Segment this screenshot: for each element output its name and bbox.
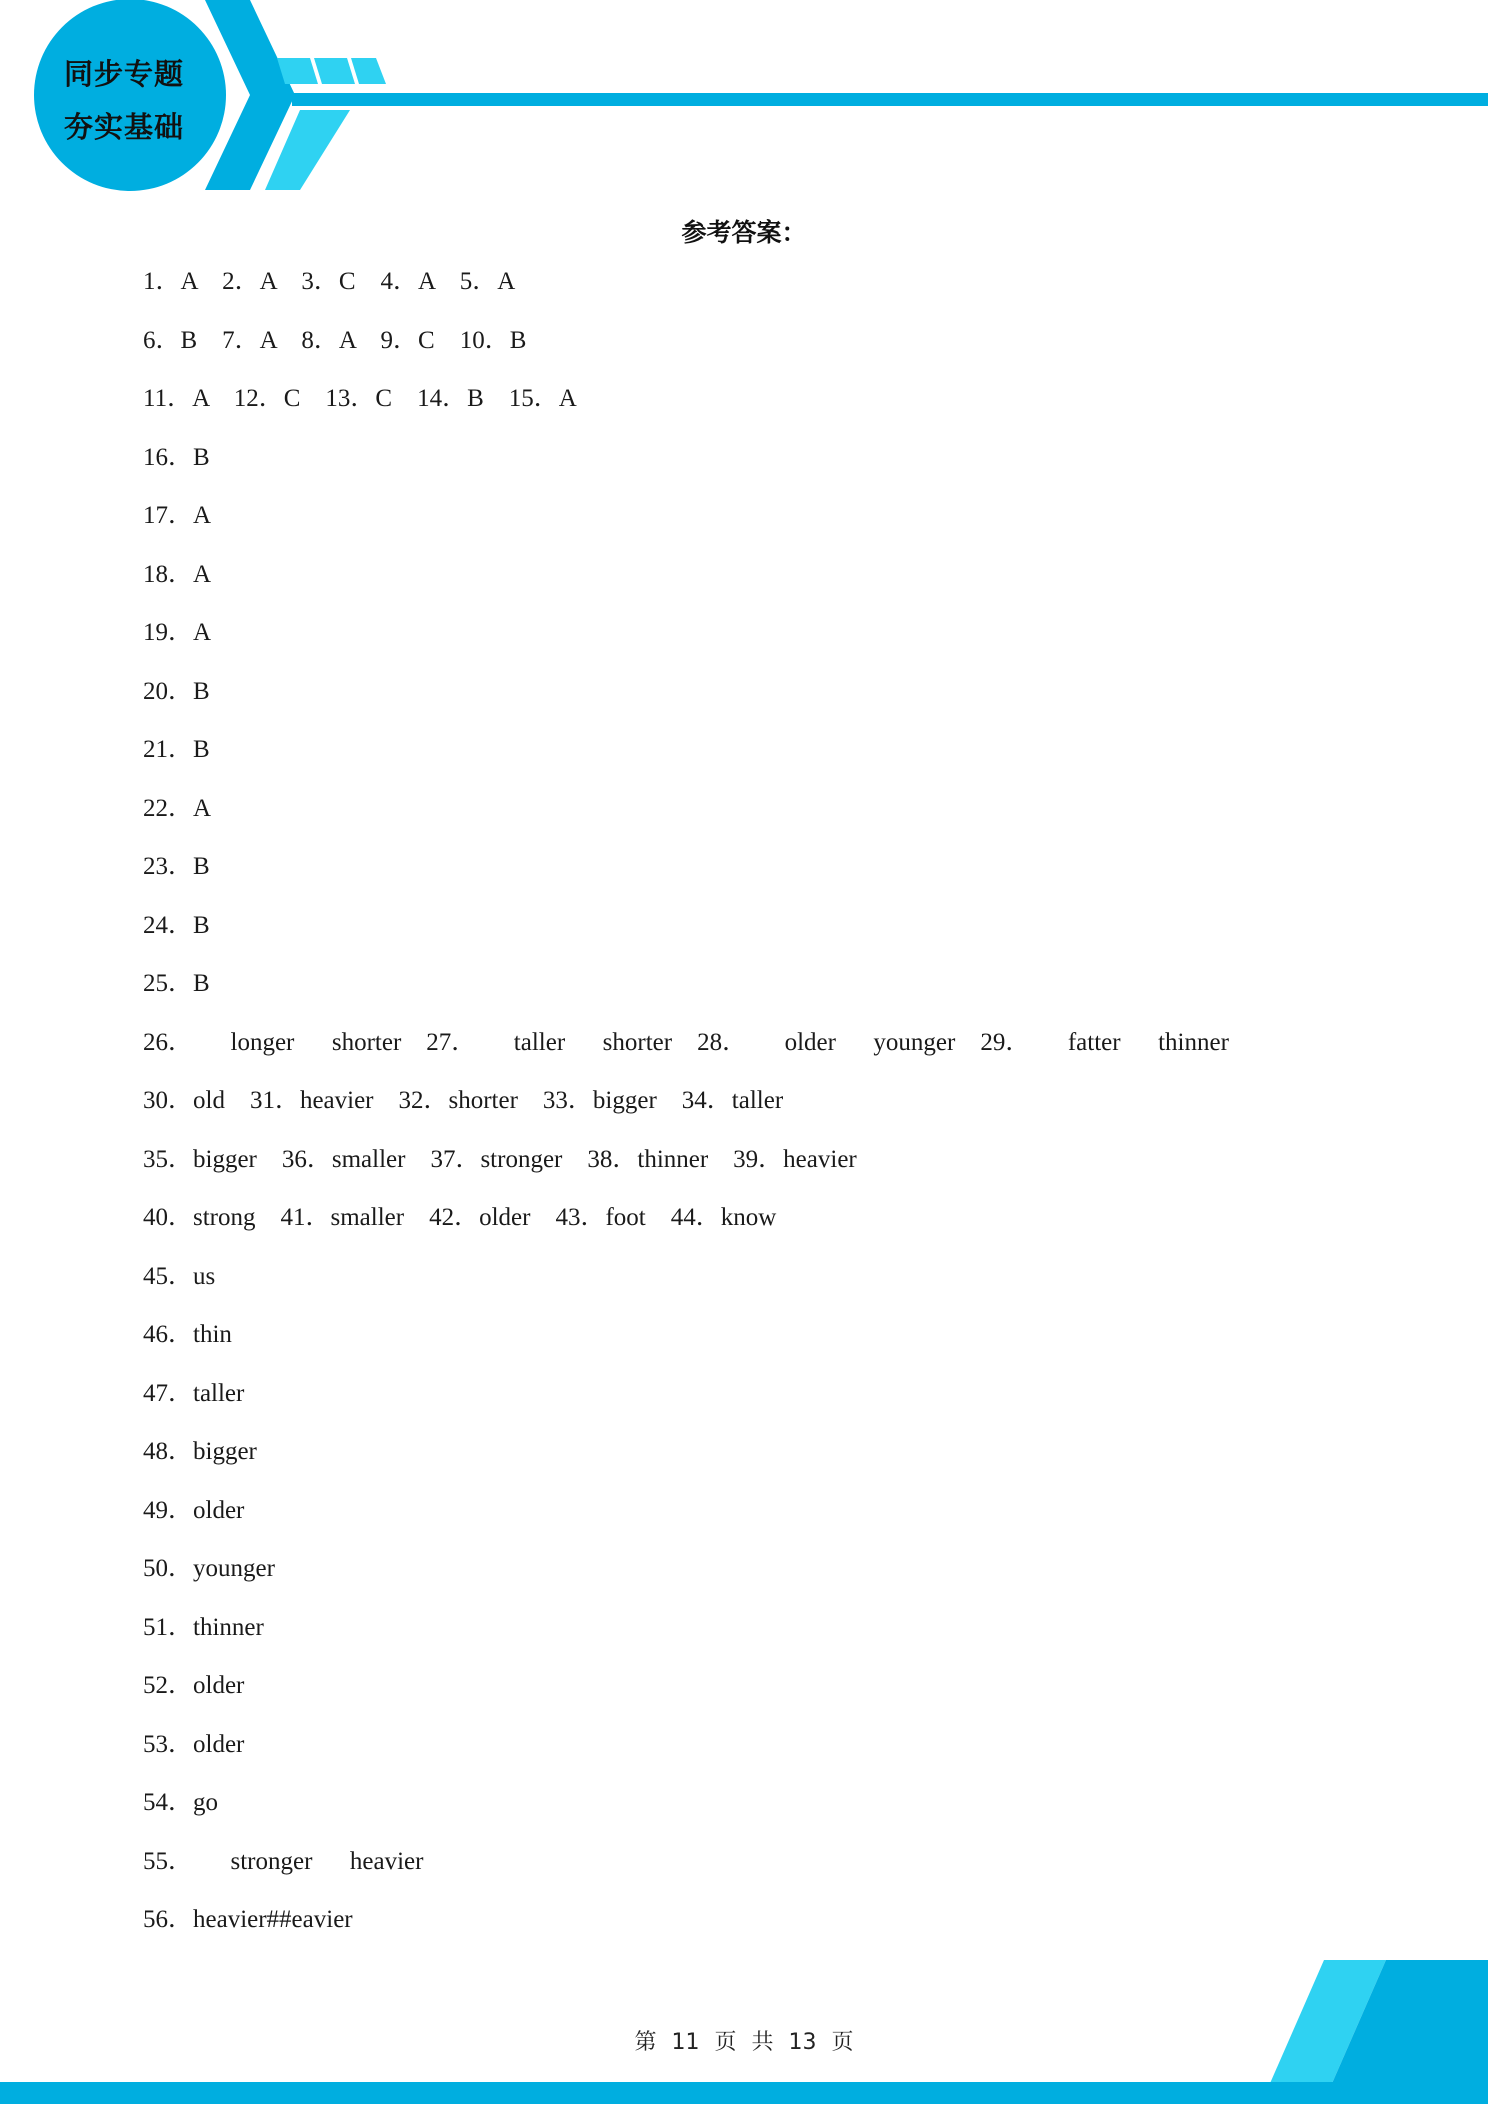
- footer-bottom-bar: [0, 2082, 1488, 2104]
- answer-line: 51．thinner: [143, 1613, 264, 1641]
- answer-line: 48．bigger: [143, 1438, 257, 1465]
- header-banner: [0, 0, 1488, 200]
- badge-line-2: 夯实基础: [63, 110, 184, 144]
- answer-line: 50．younger: [143, 1555, 275, 1582]
- answer-line: 21．B: [143, 736, 210, 763]
- header-slash-2: [314, 58, 355, 84]
- answer-line: 30．old 31．heavier 32．shorter 33．bigger 34．taller: [143, 1087, 784, 1114]
- answer-line: 47．taller: [143, 1379, 245, 1407]
- answer-line: 53．older: [143, 1730, 245, 1758]
- answer-list: [143, 259, 1229, 1956]
- answer-line: 40．strong 41．smaller 42．older 43．foot 44．know: [143, 1204, 777, 1231]
- page-number: 第 11 页 共 13 页: [634, 2030, 854, 2055]
- answer-line: 25．B: [143, 970, 210, 997]
- answer-line: 54．go: [143, 1789, 219, 1816]
- answer-line: 52．older: [143, 1672, 245, 1699]
- answer-line: 20．B: [143, 677, 210, 705]
- answer-line: 1．A 2．A 3．C 4．A 5．A: [143, 268, 516, 295]
- header-stripe-line: [292, 93, 1488, 106]
- answer-line: 55． stronger heavier: [143, 1847, 424, 1875]
- answer-line: 45．us: [143, 1262, 216, 1290]
- page-title: 参考答案：: [681, 218, 807, 247]
- answer-line: 56．heavier##eavier: [143, 1906, 353, 1933]
- answer-line: 46．thin: [143, 1321, 232, 1348]
- answer-line: 19．A: [143, 619, 212, 646]
- answer-line: 6．B 7．A 8．A 9．C 10．B: [143, 326, 527, 354]
- header-slash-3: [351, 58, 386, 84]
- badge-line-1: 同步专题: [63, 57, 184, 91]
- answer-line: 35．bigger 36．smaller 37．stronger 38．thinner 39．heavier: [143, 1145, 857, 1173]
- answer-line: 22．A: [143, 794, 212, 822]
- answer-line: 26． longer shorter 27． taller shorter 28． older younger 29． fatter thinner: [143, 1028, 1229, 1056]
- answer-line: 18．A: [143, 560, 212, 588]
- header-badge-circle: [34, 0, 226, 191]
- answer-line: 23．B: [143, 853, 210, 880]
- answer-line: 11．A 12．C 13．C 14．B 15．A: [143, 385, 577, 412]
- answer-line: 49．older: [143, 1496, 245, 1524]
- answer-line: 24．B: [143, 911, 210, 939]
- answer-line: 17．A: [143, 502, 212, 529]
- answer-line: 16．B: [143, 443, 210, 471]
- footer-banner: [0, 1940, 1488, 2104]
